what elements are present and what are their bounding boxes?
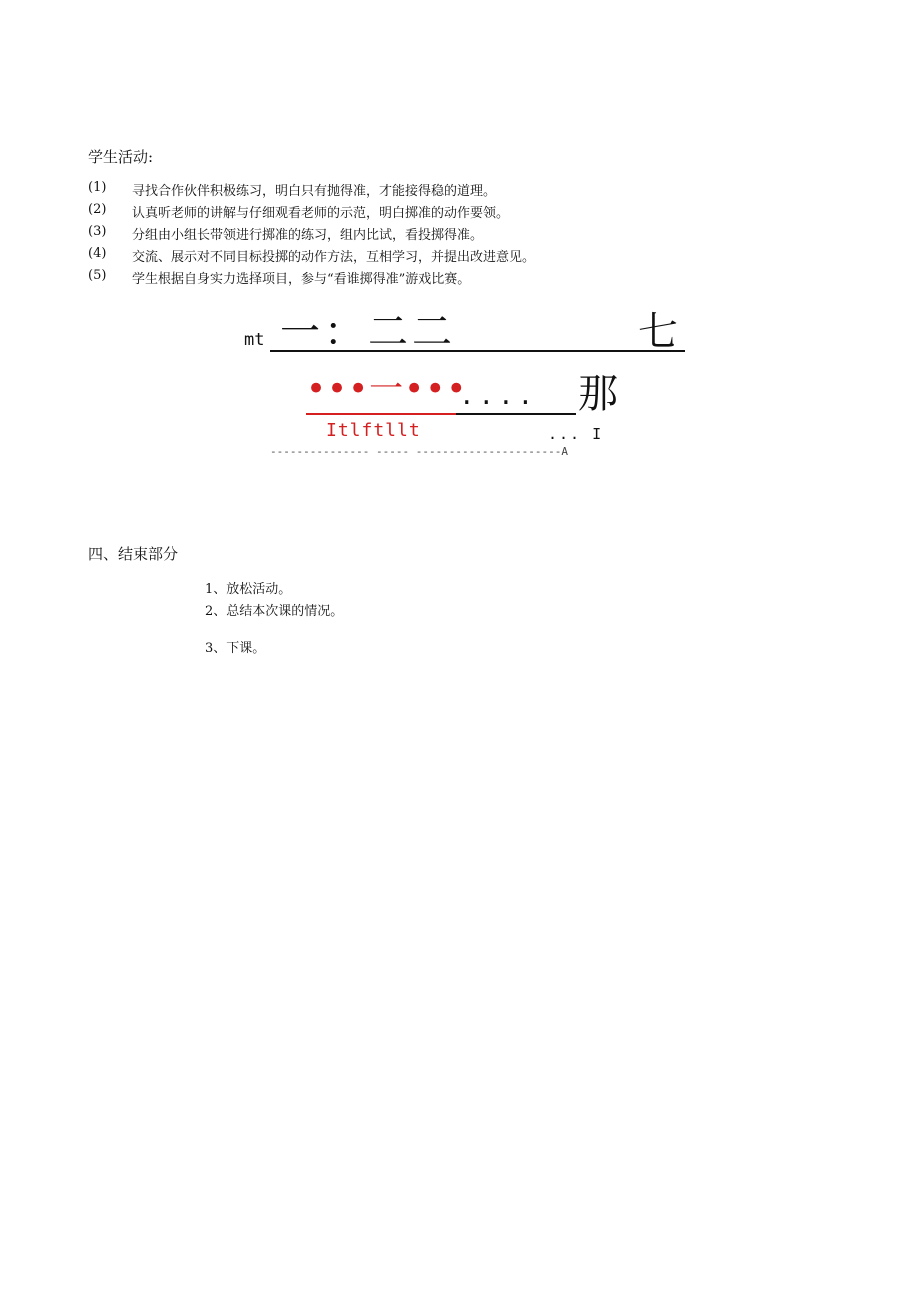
activity-item-number: (2) — [88, 202, 107, 217]
figure-row2-rule — [456, 413, 576, 415]
activity-item — [88, 224, 483, 243]
figure-row1-right-char: 七 — [638, 309, 678, 355]
figure-row1-big-text: 一：二二 — [280, 309, 456, 355]
figure-row2-dots: .... — [462, 377, 541, 412]
closing-item: 1、放松活动。 — [205, 582, 292, 597]
activity-item — [88, 246, 535, 265]
figure-row3-red-text: Itlftllt — [326, 420, 421, 441]
activity-item — [88, 180, 496, 199]
activity-item-text: 认真听老师的讲解与仔细观看老师的示范，明白掷准的动作要领。 — [132, 206, 510, 221]
figure-row2-red-text: •••一••• — [306, 369, 468, 409]
activity-item-number: (4) — [88, 246, 107, 261]
activity-item-number: (3) — [88, 224, 107, 239]
figure-row1-rule — [270, 350, 685, 352]
student-activity-heading: 学生活动: — [88, 148, 154, 166]
figure-row2-red-rule — [306, 413, 456, 415]
activity-item-text: 交流、展示对不同目标投掷的动作方法，互相学习，并提出改进意见。 — [132, 250, 536, 265]
activity-item-text: 寻找合作伙伴积极练习，明白只有抛得准，才能接得稳的道理。 — [132, 184, 497, 199]
activity-item-text: 学生根据自身实力选择项目，参与“看谁掷得准”游戏比赛。 — [132, 272, 471, 287]
figure-row2-right-char: 那 — [578, 371, 618, 417]
closing-heading: 四、结束部分 — [88, 545, 179, 563]
activity-item — [88, 202, 509, 221]
closing-item: 3、下课。 — [205, 641, 266, 656]
figure-row3-text: ... I — [548, 425, 604, 443]
figure-row4-dashes: --------------- ----- ----------------------A — [270, 445, 569, 458]
closing-item: 2、总结本次课的情况。 — [205, 604, 344, 619]
activity-item-text: 分组由小组长带领进行掷准的练习，组内比试，看投掷得准。 — [132, 228, 484, 243]
activity-item-number: (1) — [88, 180, 107, 195]
figure-row1-small-text: mt — [244, 330, 265, 350]
activity-item — [88, 268, 470, 287]
activity-item-number: (5) — [88, 268, 107, 283]
